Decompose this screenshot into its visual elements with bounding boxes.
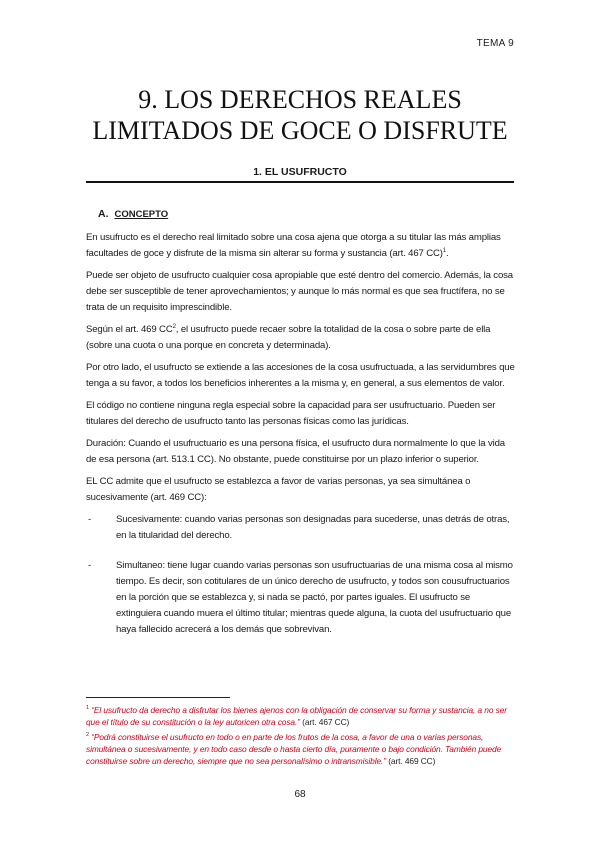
paragraph [86, 322, 516, 354]
paragraph-text: Según el art. 469 CC [86, 324, 173, 335]
list-bullet: - [88, 514, 92, 525]
paragraph: El código no contiene ninguna regla especial sobre la capacidad para ser usufructuario. Pueden ser titulares del derecho de usufructo tanto las personas físicas como las jurídicas. [86, 400, 496, 427]
footnotes [86, 702, 518, 768]
subsection-letter: A. [98, 208, 109, 220]
list-item [86, 558, 516, 638]
paragraph: EL CC admite que el usufructo se establezca a favor de varias personas, ya sea simultánea o sucesivamente (art. 469 CC): [86, 476, 471, 503]
page-title [60, 84, 540, 146]
footnote-number: 1 [86, 705, 89, 711]
section-heading: 1. EL USUFRUCTO [253, 166, 347, 178]
footnote-number: 2 [86, 731, 89, 738]
paragraph-tail: , el usufructo puede recaer sobre la totalidad de la cosa o sobre parte de ella (sobre una cuota o una porque en concreta y determinada). [86, 324, 491, 351]
list-bullet: - [88, 560, 92, 571]
footnote-quote: “El usufructo da derecho a disfrutar los bienes ajenos con la obligación de conservar su forma y sustancia, a no ser que el título de su constitución o la ley autoricen otra cosa.” [86, 704, 507, 728]
paragraph [86, 230, 516, 262]
body-text [86, 230, 516, 644]
subsection-label: CONCEPTO [114, 209, 169, 220]
title-line-2: LIMITADOS DE GOCE O DISFRUTE [92, 116, 508, 145]
footnote-reference: (art. 467 CC) [302, 717, 350, 728]
paragraph: Por otro lado, el usufructo se extiende a las accesiones de la cosa usufructuada, a las servidumbres que tenga a su favor, a todos los beneficios inherentes a la misma y, en general, a sus elementos de valor. [86, 362, 515, 389]
paragraph: Duración: Cuando el usufructuario es una persona física, el usufructo dura normalmente lo que la vida de esa persona (art. 513.1 CC). No obstante, puede constituirse por un plazo inferior o superior. [86, 438, 505, 465]
page-number: 68 [294, 789, 306, 800]
list-item-text: Simultaneo: tiene lugar cuando varias personas son usufructuarias de una misma cosa al mismo tiempo. Es decir, son cotitulares de un único derecho de usufructo, y todos son cousufructuarios en la porción que se establezca y, si nada se pactó, por partes iguales. El usufructo se extinguiera cuando muera el último titular; mientras quede alguna, la cuota del usufructuario que haya fallecido acrecerá a los demás que sobrevivan. [116, 560, 513, 635]
chapter-label: TEMA 9 [476, 38, 514, 49]
subsection-heading [98, 208, 168, 220]
list-item [86, 512, 516, 544]
footnote [86, 729, 518, 768]
title-line-1: 9. LOS DERECHOS REALES [138, 85, 462, 114]
paragraph-text: En usufructo es el derecho real limitado sobre una cosa ajena que otorga a su titular las más amplias facultades de goce y disfrute de la misma sin alterar su forma y sustancia (art. 467 CC) [86, 232, 501, 259]
list-item-text: Sucesivamente: cuando varias personas son designadas para sucederse, unas detrás de otras, en la titularidad del derecho. [116, 514, 510, 541]
footnote-reference: (art. 469 CC) [388, 756, 436, 767]
paragraph-tail: . [446, 248, 449, 259]
paragraph: Puede ser objeto de usufructo cualquier cosa apropiable que esté dentro del comercio. Además, la cosa debe ser susceptible de tener aprovechamientos; y aunque lo más normal es que sea fructífera, no se trata de un requisito imprescindible. [86, 270, 513, 313]
footnote-quote: “Podrá constituirse el usufructo en todo o en parte de los frutos de la cosa, a favor de una o varias personas, simultánea o sucesivamente, y en todo caso desde o hasta cierto día, puramente o bajo condición. También puede constituirse sobre un derecho, siempre que no sea personalísimo o intransmisible.” [86, 731, 502, 767]
footnote [86, 702, 518, 729]
section-divider [86, 181, 514, 183]
footnote-ref[interactable]: 1 [442, 247, 447, 254]
footnote-divider [86, 697, 230, 698]
footnote-ref[interactable]: 2 [172, 323, 176, 330]
